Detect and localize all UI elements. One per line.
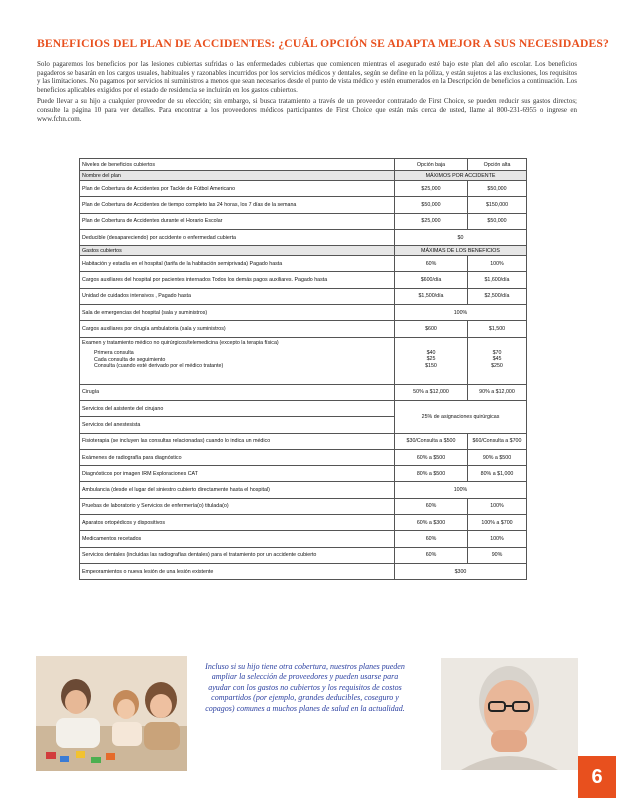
row-label: Plan de Cobertura de Accidentes durante el Horario Escolar [80,213,395,229]
low-value: $40 [426,349,436,356]
intro-paragraph-1: Solo pagaremos los beneficios por las lesiones cubiertas sufridas o las enfermedades cubiertas que comiencen mientras el asegurado esté bajo este plan del año escolar. Los beneficios pagaderos se basarán en los cargos usuales, habituales y razonables incurridos por los servicios médicos y dentales, según se define en la póliza, y están sujetos a las exclusiones, los requisitos y las limitaciones. No pagamos por servicios ni suministros a menos que sean necesarios desde el punto de vista médico y estén enumerados en la Descripción de beneficios a continuación. Los beneficios aplicables exigidos por el estado de residencia se incluirán en los gastos cubiertos. [37,60,577,94]
merged-value: 100% [395,305,527,321]
low-value: $25,000 [395,181,468,197]
low-value: 80% a $500 [395,466,468,482]
merged-value: 25% de asignaciones quirúrgicas [395,400,527,433]
row-label: Pruebas de laboratorio y Servicios de enfermería(o) titulada(o) [80,498,395,514]
table-row [80,288,527,304]
intro-paragraph-2: Puede llevar a su hijo a cualquier proveedor de su elección; sin embargo, si busca tratamiento a través de un proveedor contratado de First Choice, se pueden reducir sus gastos directos; consulte la página 10 para ver detalles. Para encontrar a los proveedores médicos participantes de First Choice que están más cerca de usted, llame al 800-231-6955 o ingrese en www.fchn.com. [37,97,577,123]
low-value: $25,000 [395,213,468,229]
high-value: $250 [491,362,503,369]
high-value: 90% [468,547,527,563]
table-header-row [80,159,527,171]
high-value: 100% [468,256,527,272]
merged-value: 100% [395,482,527,498]
col-header-low: Opción baja [395,159,468,171]
low-value: 60% [395,498,468,514]
high-value: 100% a $700 [468,515,527,531]
low-value: $50,000 [395,197,468,213]
sub-label: Cada consulta de seguimiento [94,356,166,363]
senior-man-photo [441,658,578,770]
row-label: Deducible (desapareciendo) por accidente o enfermedad cubierta [80,229,395,245]
table-row [80,498,527,514]
section-row-plan [80,171,527,181]
row-label: Cirugía [80,384,395,400]
page-title: BENEFICIOS DEL PLAN DE ACCIDENTES: ¿CUÁL OPCIÓN SE ADAPTA MEJOR A SUS NECESIDADES? [37,37,609,50]
high-value: $60/Consulta a $700 [468,433,527,449]
row-label: Examen y tratamiento médico no quirúrgicos/telemedicina (excepto la terapia física) [82,339,279,346]
section-heading: MÁXIMAS DE LOS BENEFICIOS [395,246,527,256]
table-row [80,256,527,272]
high-value: $45 [492,356,502,363]
col-header-levels: Niveles de beneficios cubiertos [80,159,395,171]
row-label: Cargos auxiliares del hospital por pacientes internados Todos los demás pagos auxiliares. Pagado hasta [80,272,395,288]
low-value: 60% [395,256,468,272]
sub-label: Consulta (cuando esté derivado por el médico tratante) [94,363,224,370]
row-label: Plan de Cobertura de Accidentes de tiempo completo las 24 horas, los 7 días de la semana [80,197,395,213]
sub-label: Primera consulta [94,350,134,357]
table-row [80,272,527,288]
high-value: $1,500 [468,321,527,337]
high-value: 80% a $1,000 [468,466,527,482]
quote-text: Incluso si su hijo tiene otra cobertura, nuestros planes pueden ampliar la selección de proveedores y pueden usarse para ayudar con los gastos no cubiertos y los requisitos de costos compartidos (por ejemplo, grandes deducibles, coseguro y copagos) comunes a muchos planes de salud en la actualidad. [205,662,405,713]
table-row [80,197,527,213]
row-label: Ambulancia (desde el lugar del siniestro cubierto directamente hasta el hospital) [80,482,395,498]
low-value: 60% [395,547,468,563]
table-row [80,563,527,579]
row-label: Fisioterapia (se incluyen las consultas relacionadas) cuando lo indica un médico [80,433,395,449]
table-row-exam [80,337,527,384]
low-value: $600 [395,321,468,337]
high-value: $1,600/día [468,272,527,288]
row-label: Unidad de cuidados intensivos , Pagado hasta [80,288,395,304]
section-row-expenses [80,246,527,256]
high-value: 100% [468,531,527,547]
table-row [80,321,527,337]
row-label: Empeoramientos o nueva lesión de una lesión existente [80,563,395,579]
high-value: 100% [468,498,527,514]
table-row [80,515,527,531]
table-row [80,433,527,449]
row-label: Habitación y estadía en el hospital (tarifa de la habitación semiprivada) Pagado hasta [80,256,395,272]
low-value: $1,500/día [395,288,468,304]
row-label: Servicios del asistente del cirujano [80,400,395,416]
row-label: Servicios dentales (incluidas las radiografías dentales) para el tratamiento por un accidente cubierto [80,547,395,563]
table-row [80,449,527,465]
table-row [80,213,527,229]
table-row [80,384,527,400]
row-label: Plan de Cobertura de Accidentes por Tackle de Fútbol Americano [80,181,395,197]
high-value: 90% a $500 [468,449,527,465]
row-label: Diagnósticos por imagen IRM Exploraciones CAT [80,466,395,482]
low-value: $30/Consulta a $500 [395,433,468,449]
row-label: Exámenes de radiografía para diagnóstico [80,449,395,465]
high-value: $2,500/día [468,288,527,304]
table-row [80,547,527,563]
section-label: Gastos cubiertos [80,246,395,256]
intro-text [37,60,577,126]
section-heading: MÁXIMOS POR ACCIDENTE [395,171,527,181]
high-value: $150,000 [468,197,527,213]
low-value: 60% a $300 [395,515,468,531]
family-photo [36,656,187,771]
low-value: $25 [426,356,436,363]
low-value: 60% [395,531,468,547]
senior-man-illustration [441,658,578,770]
row-label: Cargos auxiliares por cirugía ambulatoria (sala y suministros) [80,321,395,337]
high-value: $50,000 [468,213,527,229]
col-header-high: Opción alta [468,159,527,171]
merged-value: $300 [395,563,527,579]
row-label: Aparatos ortopédicos y dispositivos [80,515,395,531]
table-row [80,531,527,547]
table-row [80,229,527,245]
table-row [80,482,527,498]
table-row [80,305,527,321]
high-value: 90% a $12,000 [468,384,527,400]
low-value: 60% a $500 [395,449,468,465]
row-label: Medicamentos recetados [80,531,395,547]
merged-value: $0 [395,229,527,245]
section-label: Nombre del plan [80,171,395,181]
page-number: 6 [578,756,616,798]
high-value: $70 [492,349,502,356]
table-row [80,400,527,416]
low-value: 50% a $12,000 [395,384,468,400]
benefits-table [79,158,527,580]
table-row [80,181,527,197]
high-value: $50,000 [468,181,527,197]
family-photo-illustration [36,656,187,771]
table-row [80,466,527,482]
row-label: Sala de emergencias del hospital (sala y suministros) [80,305,395,321]
low-value: $150 [425,362,437,369]
row-label: Servicios del anestesista [80,417,395,433]
low-value: $600/día [395,272,468,288]
